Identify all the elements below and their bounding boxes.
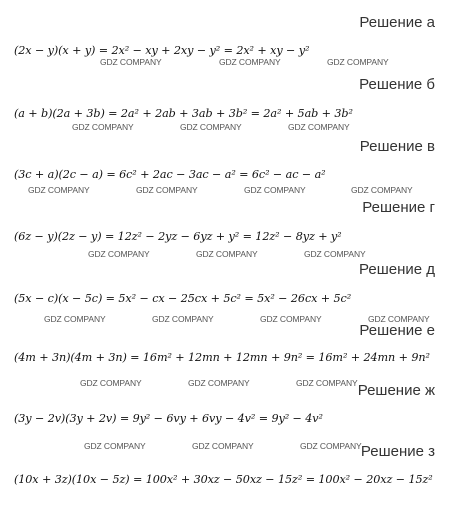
solution-formula-f: (4m + 3n)(4m + 3n) = 16m² + 12mn + 12mn + 9n² = 16m² + 24mn + 9n² (14, 351, 430, 364)
solution-heading-a: Решение а (359, 14, 435, 31)
watermark: GDZ COMPANY (44, 314, 106, 324)
watermark: GDZ COMPANY (244, 185, 306, 195)
solution-heading-g: Решение ж (357, 382, 435, 399)
solution-formula-a: (2x − y)(x + y) = 2x² − xy + 2xy − y² = 2x² + xy − y² (14, 44, 310, 57)
watermark: GDZ COMPANY (196, 249, 258, 259)
solution-formula-c: (3c + a)(2c − a) = 6c² + 2ac − 3ac − a² = 6c² − ac − a² (14, 168, 326, 181)
watermark: GDZ COMPANY (180, 122, 242, 132)
watermark: GDZ COMPANY (351, 185, 413, 195)
watermark: GDZ COMPANY (100, 57, 162, 67)
watermark: GDZ COMPANY (300, 441, 362, 451)
solution-formula-g: (3y − 2v)(3y + 2v) = 9y² − 6vy + 6vy − 4v² = 9y² − 4v² (14, 412, 323, 425)
watermark: GDZ COMPANY (28, 185, 90, 195)
watermark: GDZ COMPANY (152, 314, 214, 324)
solution-formula-b: (a + b)(2a + 3b) = 2a² + 2ab + 3ab + 3b² = 2a² + 5ab + 3b² (14, 107, 353, 120)
watermark: GDZ COMPANY (219, 57, 281, 67)
watermark: GDZ COMPANY (136, 185, 198, 195)
solution-heading-c: Решение в (359, 138, 435, 155)
watermark: GDZ COMPANY (368, 314, 430, 324)
solution-heading-f: Решение е (359, 322, 435, 339)
solution-formula-e: (5x − c)(x − 5c) = 5x² − cx − 25cx + 5c² = 5x² − 26cx + 5c² (14, 292, 352, 305)
watermark: GDZ COMPANY (260, 314, 322, 324)
solution-heading-d: Решение г (362, 199, 435, 216)
solution-heading-e: Решение д (359, 261, 435, 278)
watermark: GDZ COMPANY (288, 122, 350, 132)
solution-formula-h: (10x + 3z)(10x − 5z) = 100x² + 30xz − 50xz − 15z² = 100x² − 20xz − 15z² (14, 473, 433, 486)
watermark: GDZ COMPANY (296, 378, 358, 388)
watermark: GDZ COMPANY (327, 57, 389, 67)
watermark: GDZ COMPANY (80, 378, 142, 388)
watermark: GDZ COMPANY (72, 122, 134, 132)
watermark: GDZ COMPANY (188, 378, 250, 388)
watermark: GDZ COMPANY (192, 441, 254, 451)
solution-formula-d: (6z − y)(2z − y) = 12z² − 2yz − 6yz + y² = 12z² − 8yz + y² (14, 230, 342, 243)
solution-heading-h: Решение з (360, 443, 435, 460)
watermark: GDZ COMPANY (304, 249, 366, 259)
watermark: GDZ COMPANY (88, 249, 150, 259)
solution-heading-b: Решение б (359, 76, 435, 93)
watermark: GDZ COMPANY (84, 441, 146, 451)
